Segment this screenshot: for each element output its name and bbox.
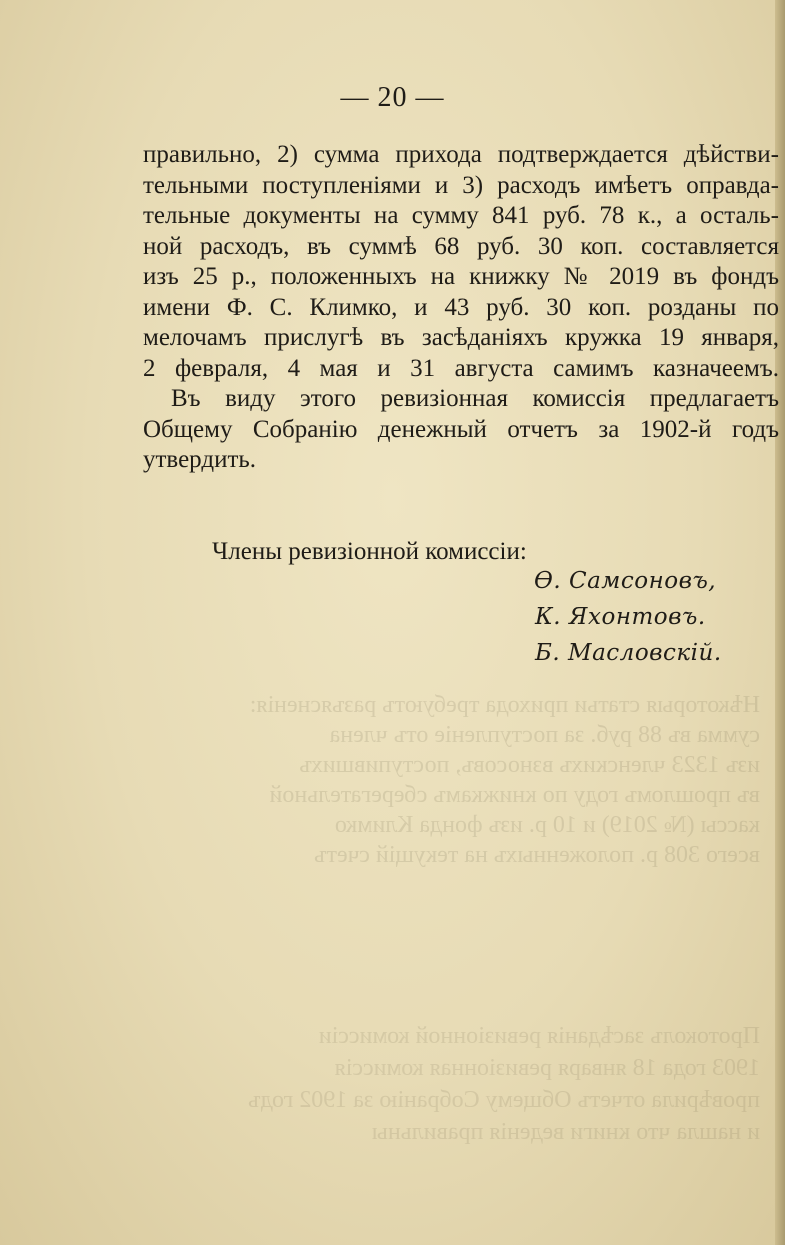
- signature-maslovsky: Б. Масловскій.: [535, 640, 722, 666]
- members-label: Члены ревизіонной комиссіи:: [212, 538, 527, 565]
- bleed-through-text: Нѣкоторыя статьи прихода требуютъ разъясненія: сумма въ 88 руб. за поступленіе отъ члена изъ 1323 членскихъ взносовъ, поступившихъ въ прошломъ году по книжкамъ сберегательной кассы (№ 2019) и 10 р. изъ фонда Климко всего 308 р. положенныхъ на текущій счетъ: [249, 692, 760, 868]
- body-text: [143, 140, 779, 476]
- text-line-6: имени Ф. С. Климко, и 43 руб. 30 коп. розданы по: [143, 293, 779, 321]
- page-number: — 20 —: [340, 82, 445, 113]
- bleed-through-text-lower: Протоколъ засѣданія ревизіонной комиссіи 1903 года 18 января ревизіонная комиссія провѣрила отчетъ Общему Собранію за 1902 годъ и нашла что книги веденія правильны: [248, 1023, 760, 1145]
- text-line-2: тельными поступленіями и 3) расходъ имѣетъ оправда-: [143, 171, 779, 199]
- text-line-9: Въ виду этого ревизіонная комиссія предлагаетъ: [171, 385, 779, 412]
- signature-yakhontov: К. Яхонтовъ.: [535, 604, 706, 630]
- text-line-7: мелочамъ прислугѣ въ засѣданіяхъ кружка 19 января,: [143, 324, 779, 351]
- text-line-10: Общему Собранію денежный отчетъ за 1902-й годъ: [143, 415, 779, 443]
- text-line-11: утвердить.: [143, 446, 257, 473]
- text-line-3: тельные документы на сумму 841 руб. 78 к., а осталь-: [143, 202, 779, 229]
- text-line-5: изъ 25 р., положенныхъ на книжку № 2019 въ фондъ: [143, 263, 779, 290]
- signature-samsonov: Ѳ. Самсоновъ,: [534, 568, 717, 594]
- text-line-8: 2 февраля, 4 мая и 31 августа самимъ казначеемъ.: [143, 354, 779, 382]
- text-line-4: ной расходъ, въ суммѣ 68 руб. 30 коп. составляется: [143, 232, 779, 260]
- text-line-1: правильно, 2) сумма прихода подтверждается дѣйстви-: [143, 141, 779, 168]
